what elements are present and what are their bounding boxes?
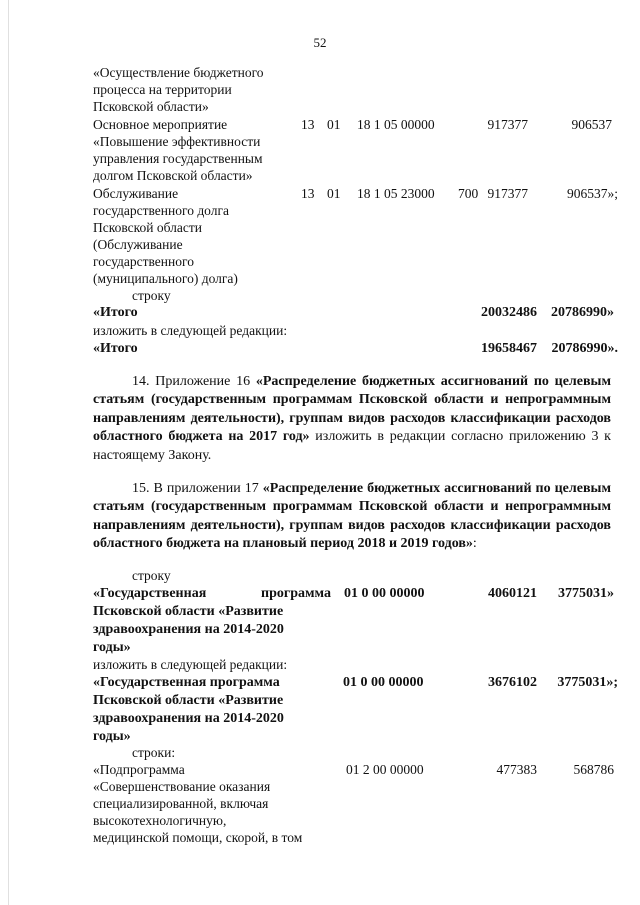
total-new-value-2: 20786990».	[551, 341, 618, 356]
subprogram-line-1: «Подпрограмма	[93, 762, 185, 777]
paragraph-15	[93, 480, 611, 554]
line-row-label: строку	[132, 288, 171, 303]
item3-line-6: (муниципального) долга)	[93, 271, 238, 286]
new-program-line-3: здравоохранения на 2014-2020	[93, 711, 284, 726]
item3-line-4: (Обслуживание	[93, 237, 183, 252]
subprogram-value-1: 477383	[496, 762, 537, 777]
item3-line-5: государственного	[93, 254, 194, 269]
p15-number: 15. В приложении 17	[132, 481, 263, 496]
replace-text-1: изложить в следующей редакции:	[93, 323, 288, 338]
item2-target-code: 18 1 05 00000	[357, 117, 435, 132]
old-program-line-2: Псковской области «Развитие	[93, 604, 284, 619]
lines-row-label: строки:	[132, 745, 176, 760]
item2-line-4: долгом Псковской области»	[93, 168, 253, 183]
item1-line-1: «Осуществление бюджетного	[93, 65, 264, 80]
p14-rest: изложить в редакции согласно приложению 3 к настоящему Закону.	[93, 429, 611, 463]
item3-value-2019: 906537»;	[566, 186, 618, 201]
new-program-line-4: годы»	[93, 729, 131, 744]
line-row-label-2: строку	[132, 568, 171, 583]
subprogram-line-3: специализированной, включая	[93, 796, 269, 811]
item3-section: 13	[301, 186, 315, 201]
total-new-label: «Итого	[93, 341, 138, 356]
item2-line-3: управления государственным	[93, 151, 263, 166]
paragraph-14	[93, 373, 611, 465]
subprogram-line-5: медицинской помощи, скорой, в том	[93, 830, 303, 845]
old-program-line-1-word: «Государственная	[93, 586, 207, 601]
new-program-target: 01 0 00 00000	[343, 675, 424, 690]
item2-subsection: 01	[327, 117, 341, 132]
p15-title: «Распределение бюджетных ассигнований по целевым статьям (государственным программам Псковской области и непрограммным направлениям деятельности), группам видов расходов классификации расходов областного бюджета на плановый период 2018 и 2019 годов»	[93, 481, 611, 552]
item2-line-2: «Повышение эффективности	[93, 134, 261, 149]
old-program-target: 01 0 00 00000	[344, 586, 425, 601]
p14-number: 14. Приложение 16	[132, 374, 256, 389]
item3-line-2: государственного долга	[93, 203, 230, 218]
subprogram-line-2: «Совершенствование оказания	[93, 779, 271, 794]
old-program-line-1	[93, 585, 331, 603]
new-program-value-1: 3676102	[488, 675, 537, 690]
item3-line-3: Псковской области	[93, 220, 203, 235]
item2-value-2018: 917377	[487, 117, 528, 132]
old-program-line-4: годы»	[93, 640, 131, 655]
item3-kind-code: 700	[458, 186, 479, 201]
item3-target-code: 18 1 05 23000	[357, 186, 435, 201]
p15-rest: :	[472, 536, 477, 552]
old-program-value-2: 3775031»	[558, 586, 614, 601]
item2-value-2019: 906537	[571, 117, 612, 132]
total-old-value-2: 20786990»	[551, 305, 614, 320]
item2-line-1: Основное мероприятие	[93, 117, 228, 132]
item2-section: 13	[301, 117, 315, 132]
new-program-line-1: «Государственная программа	[93, 675, 280, 690]
new-program-value-2: 3775031»;	[557, 675, 618, 690]
old-program-value-1: 4060121	[488, 586, 537, 601]
total-old-value-1: 20032486	[481, 305, 537, 320]
replace-text-2: изложить в следующей редакции:	[93, 657, 288, 672]
old-program-line-1-word: программа	[261, 586, 331, 601]
new-program-line-2: Псковской области «Развитие	[93, 693, 284, 708]
page-edge-line	[8, 0, 9, 905]
subprogram-target: 01 2 00 00000	[346, 762, 424, 777]
subprogram-line-4: высокотехнологичную,	[93, 813, 227, 828]
item1-line-2: процесса на территории	[93, 82, 232, 97]
item3-value-2018: 917377	[487, 186, 528, 201]
old-program-line-3: здравоохранения на 2014-2020	[93, 622, 284, 637]
total-old-label: «Итого	[93, 305, 138, 320]
item3-subsection: 01	[327, 186, 341, 201]
item1-line-3: Псковской области»	[93, 99, 209, 114]
p14-title: «Распределение бюджетных ассигнований по целевым статьям (государственным программам Псковской области и непрограммным направлениям деятельности), группам видов расходов классификации расходов областного бюджета на 2017 год»	[93, 374, 612, 445]
page-number: 52	[313, 35, 327, 50]
item3-line-1: Обслуживание	[93, 186, 179, 201]
total-new-value-1: 19658467	[481, 341, 537, 356]
subprogram-value-2: 568786	[573, 762, 614, 777]
